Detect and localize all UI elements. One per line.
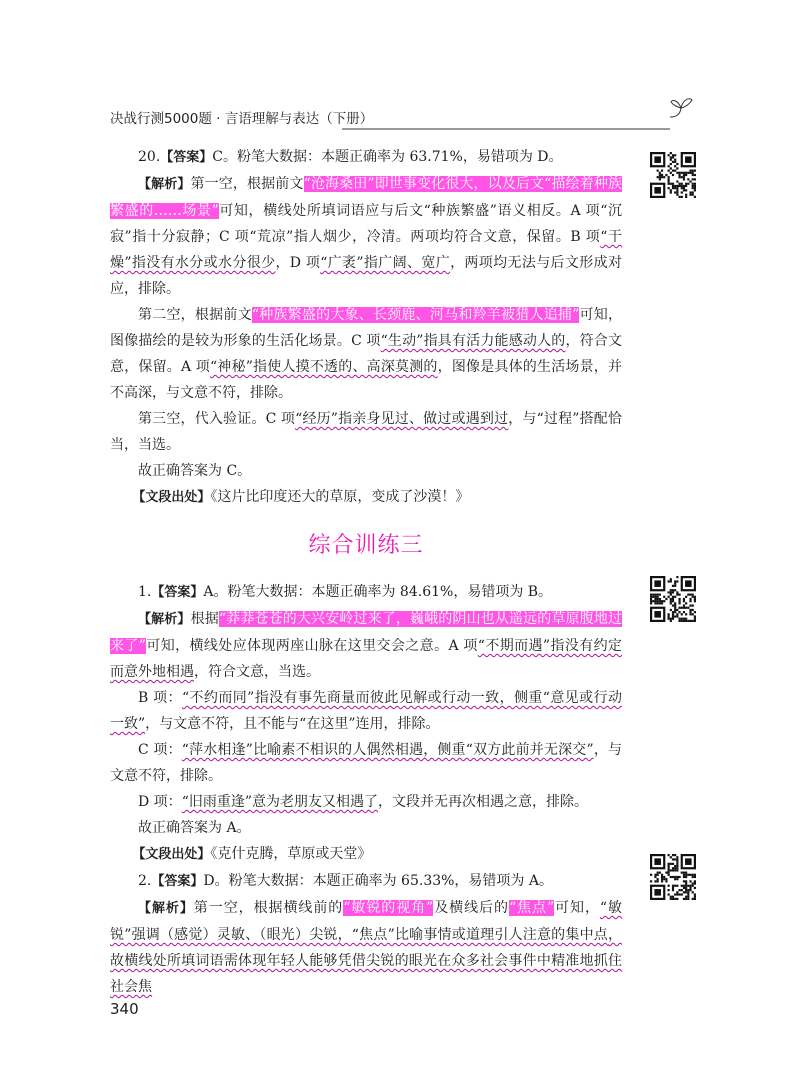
q1-analysis-p1: 【解析】根据“莽莽苍苍的大兴安岭过来了，巍峨的阴山也从遥远的草原腹地过来了”可知，横线处应体现两座山脉在这里交会之意。A 项“不期而遇”指没有约定而意外地相遇，符合文意，当选。 [110,611,623,680]
text-run: 第一空，根据横线前的 [193,900,344,916]
q20-source: 【文段出处】《这片比印度还大的草原，变成了沙漠！》 [132,489,470,505]
text-run: 根据 [190,611,219,627]
sprout-icon [668,96,694,122]
text-run: D 项： [138,794,182,810]
underlined-text: “广袤”指广阔、宽广 [320,255,451,271]
text-run: ，符合文意，保留。A 项 [110,333,622,375]
text-run: ，与文意不符，且不能与“在这里”连用，排除。 [145,716,440,732]
underlined-text: “经历”指亲身见过、做过或遇到过 [295,411,509,427]
underlined-text: “不期而遇”指没有约定而意外地相遇 [110,638,622,680]
q1-option-b [110,685,622,737]
underlined-text: “旧雨重逢”意为老朋友又相遇了 [181,794,379,810]
q1-option-c [110,737,622,789]
highlighted-text: “敏锐的视角” [343,900,434,916]
q1-option-d [110,789,622,815]
highlighted-text: “沧海桑田”即世事变化很大，以及后文“描绘着种族繁盛的……场景” [110,176,622,219]
q1-source: 【文段出处】《克什克腾，草原或天堂》 [132,846,372,862]
page-number: 340 [110,1000,139,1018]
page-body [110,144,622,1000]
q2-analysis-p1: 【解析】第一空，根据横线前的“敏锐的视角”及横线后的“焦点”可知，“敏锐”强调（感觉）灵敏、（眼光）尖锐，“焦点”比喻事情或道理引人注意的集中点，故横线处所填词语需体现年轻人能够凭借尖锐的眼光在众多社会事件中精准地抓住社会焦 [110,900,623,995]
underlined-text: “不约而同”指没有事先商量而彼此见解或行动一致，侧重“意见或行动一致” [110,690,622,732]
text-run: ，符合文意，当选。 [194,664,320,680]
highlighted-text: “种族繁盛的大象、长颈鹿、河马和羚羊被猎人追捕” [251,307,580,323]
highlighted-text: “莽莽苍苍的大兴安岭过来了，巍峨的阴山也从遥远的草原腹地过来了” [110,611,623,654]
underlined-text: “生动”指具有活力能感动人的 [380,333,566,349]
underlined-text: ，故横线处所填词语需体现年轻人能够凭借尖锐的眼光在众多社会事件中精准地抓住社会焦 [110,927,622,995]
qr-code-icon[interactable] [650,854,696,900]
underlined-text: “萍水相逢”比喻素不相识的人偶然相遇，侧重“双方此前并无深交” [181,742,594,758]
q20-analysis-p2 [110,302,622,406]
underlined-text: “干燥”指没有水分或水分很少 [110,229,622,271]
highlighted-text: “焦点” [508,900,555,916]
text-run: ，与“过程”搭配恰当，当选。 [110,411,622,453]
q20-conclusion: 故正确答案为 C。 [138,463,252,479]
underlined-text: “神秘”指使人摸不透的、高深莫测的 [209,359,438,375]
running-header: 决战行测5000题 · 言语理解与表达（下册） [110,111,374,127]
text-run: 第一空，根据前文 [190,176,304,192]
text-run: B 项： [138,690,182,706]
text-run: ，D 项 [275,255,321,271]
text-run: C 项： [138,742,182,758]
q20-answer-line: 20.【答案】C。粉笔大数据：本题正确率为 63.71%，易错项为 D。 [138,149,563,165]
qr-code-icon[interactable] [650,152,696,198]
q2-answer-line: 2.【答案】D。粉笔大数据：本题正确率为 65.33%，易错项为 A。 [138,873,553,889]
underlined-text: “敏锐”强调（感觉）灵敏、（眼光）尖锐，“焦点”比喻事情或道理引人注意的集中点 [110,900,623,943]
text-run: 可知， [554,900,600,916]
q20-analysis-p1: 【解析】第一空，根据前文“沧海桑田”即世事变化很大，以及后文“描绘着种族繁盛的……场景”可知，横线处所填词语应与后文“种族繁盛”语义相反。A 项“沉寂”指十分寂静；C 项“荒凉”指人烟少，冷清。两项均符合文意，保留。B 项“干燥”指没有水分或水分很少，D 项“广袤”指广阔、宽广，两项均无法与后文形成对应，排除。 [110,176,622,297]
section-title: 综合训练三 [308,533,424,558]
text-run: 第二空，根据前文 [138,307,252,323]
text-run: 及横线后的 [433,900,509,916]
text-run: ，与文意不符，排除。 [110,742,622,784]
qr-code-icon[interactable] [650,576,696,622]
text-run: 可知，横线处应体现两座山脉在这里交会之意。A 项 [145,638,478,654]
text-run: 可知，图像描绘的是较为形象的生活化场景。C 项 [110,307,623,349]
text-run: ，图像是具体的生活场景，并不高深，与文意不符，排除。 [110,359,622,401]
q20-analysis-p3 [110,406,622,458]
text-run: 可知，横线处所填词语应与后文“种族繁盛”语义相反。A 项“沉寂”指十分寂静；C 项“荒凉”指人烟少，冷清。两项均符合文意，保留。B 项 [110,203,622,245]
text-run: ，文段并无再次相遇之意，排除。 [378,794,589,810]
q1-conclusion: 故正确答案为 A。 [138,820,251,836]
q1-answer-line: 1.【答案】A。粉笔大数据：本题正确率为 84.61%，易错项为 B。 [138,584,553,600]
text-run: ，两项均无法与后文形成对应，排除。 [110,255,622,297]
text-run: 第三空，代入验证。C 项 [138,411,296,427]
